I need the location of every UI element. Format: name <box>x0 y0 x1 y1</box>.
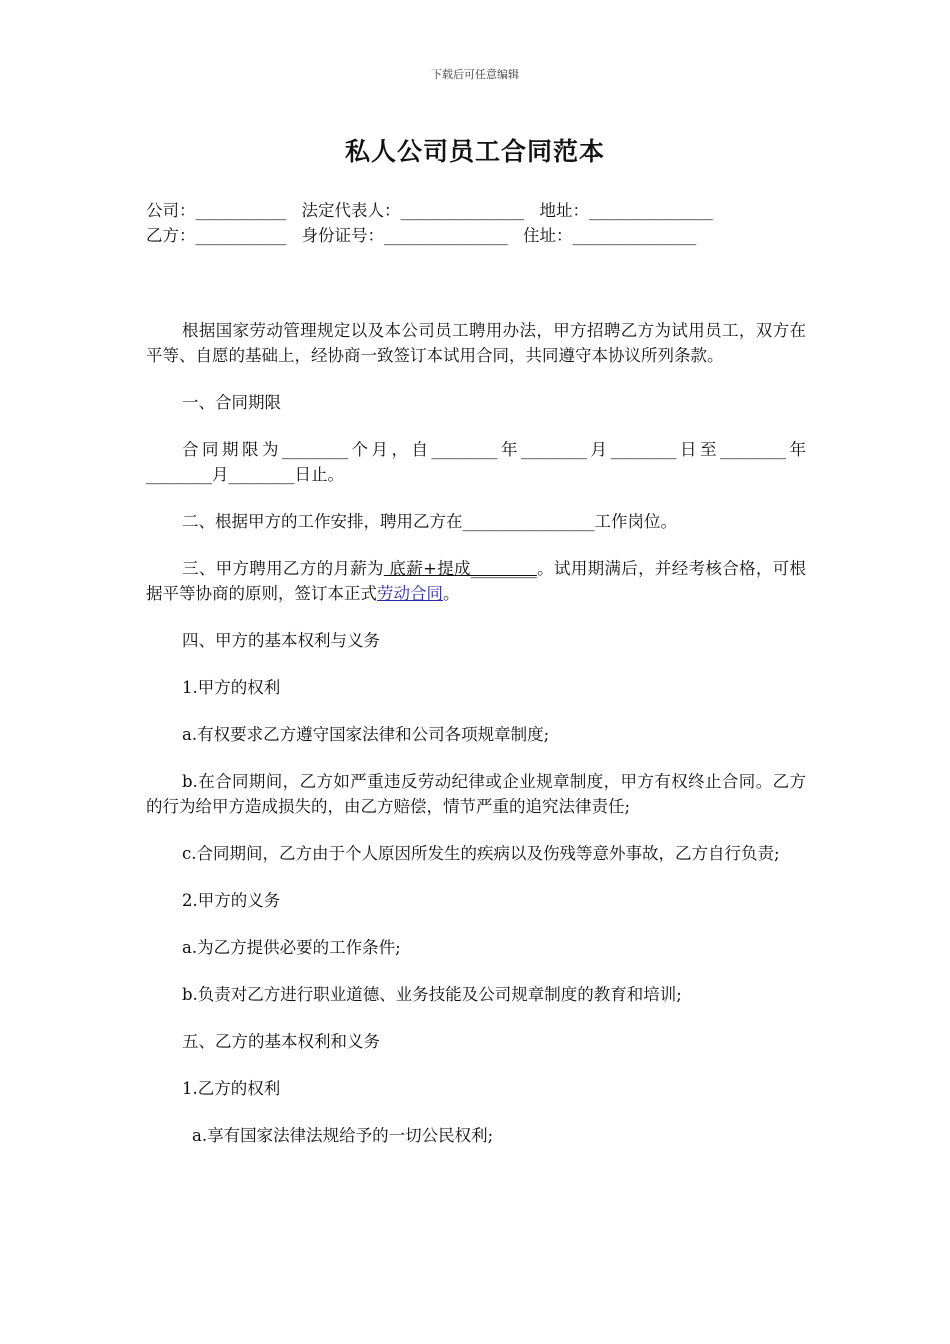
section-2-paragraph: 二、根据甲方的工作安排，聘用乙方在________________工作岗位。 <box>182 512 677 531</box>
party-fields <box>146 198 826 248</box>
section-5-heading: 五、乙方的基本权利和义务 <box>182 1032 380 1051</box>
company-field: 公司：___________ <box>146 201 287 220</box>
salary-value: 底薪+提成________ <box>383 559 537 578</box>
id-number-field: 身份证号：_______________ <box>301 226 508 245</box>
section-4-1b: b.在合同期间，乙方如严重违反劳动纪律或企业规章制度，甲方有权终止合同。乙方的行为给甲方造成损失的，由乙方赔偿，情节严重的追究法律责任; <box>146 772 806 816</box>
party-b-field: 乙方：___________ <box>146 226 287 245</box>
section-3-suffix: 。 <box>443 584 460 603</box>
address-field: 地址：_______________ <box>539 201 713 220</box>
section-4-1a: a.有权要求乙方遵守国家法律和公司各项规章制度; <box>182 725 550 744</box>
section-3-paragraph <box>146 556 806 606</box>
section-5-1-heading: 1.乙方的权利 <box>182 1079 281 1098</box>
contract-body <box>146 318 806 1170</box>
labor-contract-link[interactable]: 劳动合同 <box>377 584 443 603</box>
section-3-middle: 。试用期满后，并经考核合格，可根据平等协商的原则，签订本正式 <box>146 559 806 603</box>
section-4-1c: c.合同期间，乙方由于个人原因所发生的疾病以及伤残等意外事故，乙方自行负责; <box>182 844 780 863</box>
residence-field: 住址：_______________ <box>523 226 697 245</box>
document-title: 私人公司员工合同范本 <box>344 137 605 166</box>
section-1-heading: 一、合同期限 <box>182 393 281 412</box>
section-4-2a: a.为乙方提供必要的工作条件; <box>182 938 401 957</box>
section-4-heading: 四、甲方的基本权利与义务 <box>182 631 380 650</box>
section-4-1-heading: 1.甲方的权利 <box>182 678 281 697</box>
section-4-2b: b.负责对乙方进行职业道德、业务技能及公司规章制度的教育和培训; <box>182 985 682 1004</box>
header-note: 下载后可任意编辑 <box>431 68 519 81</box>
intro-paragraph: 根据国家劳动管理规定以及本公司员工聘用办法，甲方招聘乙方为试用员工，双方在平等、自愿的基础上，经协商一致签订本试用合同，共同遵守本协议所列条款。 <box>146 321 806 365</box>
field-row-2 <box>146 223 826 248</box>
section-3-prefix: 三、甲方聘用乙方的月薪为 <box>182 559 384 578</box>
field-row-1 <box>146 198 826 223</box>
legal-rep-field: 法定代表人：_______________ <box>301 201 525 220</box>
section-4-2-heading: 2.甲方的义务 <box>182 891 281 910</box>
section-5-1a: a.享有国家法律法规给予的一切公民权利; <box>192 1126 494 1145</box>
section-1-body: 合同期限为________个月，自________年________月________日至________年________月________日止。 <box>146 440 806 484</box>
